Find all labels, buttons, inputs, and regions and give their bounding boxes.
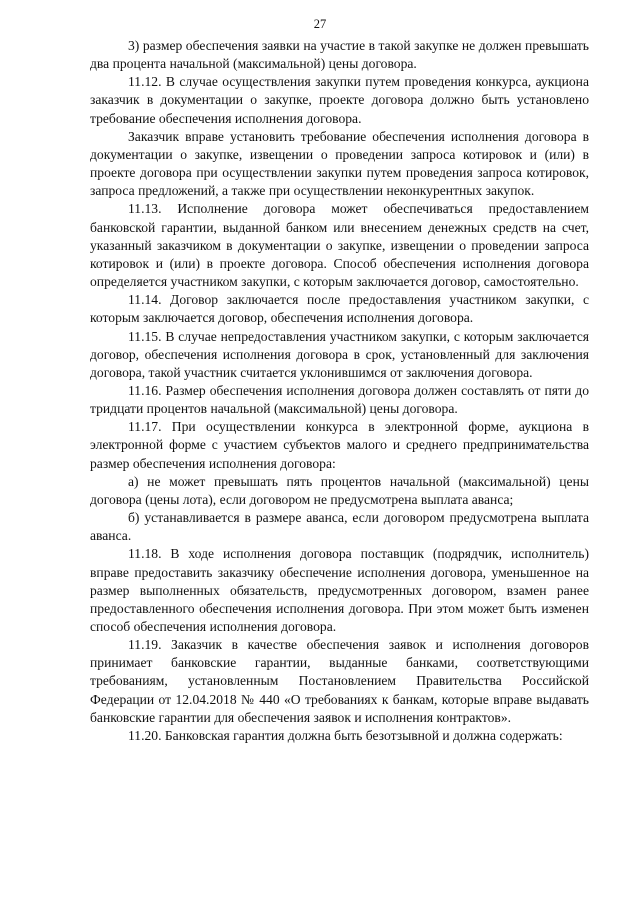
paragraph-11-18: 11.18. В ходе исполнения договора поставщик (подрядчик, исполнитель) вправе предоставить заказчику обеспечение исполнения договора, уменьшенное на размер выполненных обязательств, предусмотренных договором, взамен ранее предоставленного обеспечения исполнения договора. При этом может быть изменен способ обеспечения исполнения договора. (90, 546, 589, 634)
paragraph-11-20: 11.20. Банковская гарантия должна быть безотзывной и должна содержать: (128, 727, 563, 743)
paragraph-11-14: 11.14. Договор заключается после предоставления участником закупки, с которым заключается договор, обеспечения исполнения договора. (90, 292, 589, 326)
document-body (90, 37, 589, 745)
paragraph-11-17: 11.17. При осуществлении конкурса в электронной форме, аукциона в электронной форме с участием субъектов малого и среднего предпринимательства размер обеспечения исполнения договора: (90, 419, 589, 471)
paragraph-11-16: 11.16. Размер обеспечения исполнения договора должен составлять от пяти до тридцати процентов начальной (максимальной) цены договора. (90, 382, 589, 417)
paragraph-customer-right: Заказчик вправе установить требование обеспечения исполнения договора в документации о закупке, извещении о проведении запроса котировок и (или) в проекте договора при осуществлении закупки путем проведения запроса котировок, запроса предложений, а также при осуществлении неконкурентных закупок. (90, 128, 589, 199)
paragraph-11-13: 11.13. Исполнение договора может обеспечиваться предоставлением банковской гарантии, выданной банком или внесением денежных средств на счет, указанный заказчиком в документации о закупке, извещении о проведении запроса котировок и (или) в проекте договора. Способ обеспечения исполнения договора определяется участником закупки, с которым заключается договор, самостоятельно. (90, 201, 589, 290)
paragraph-bid-security-limit: 3) размер обеспечения заявки на участие в такой закупке не должен превышать два процента начальной (максимальной) цены договора. (90, 38, 589, 72)
page-number: 27 (313, 17, 327, 31)
paragraph-11-15: 11.15. В случае непредоставления участником закупки, с которым заключается договор, обеспечения исполнения договора в срок, установленный для заключения договора, такой участник считается уклонившимся от заключения договора. (90, 328, 589, 380)
paragraph-11-19: 11.19. Заказчик в качестве обеспечения заявок и исполнения договоров принимает банковские гарантии, выданные банками, соответствующими требованиям, установленным Постановлением Правительства Российской Федерации от 12.04.2018 № 440 «О требованиях к банкам, которые вправе выдавать банковские гарантии для обеспечения заявок и исполнения контрактов». (90, 637, 589, 725)
list-item-a: а) не может превышать пять процентов начальной (максимальной) цены договора (цены лота), если договором не предусмотрена выплата аванса; (90, 473, 589, 507)
list-item-b: б) устанавливается в размере аванса, если договором предусмотрена выплата аванса. (90, 510, 589, 544)
paragraph-11-12: 11.12. В случае осуществления закупки путем проведения конкурса, аукциона заказчик в документации о закупке, проекте договора должно быть установлено требование обеспечения исполнения договора. (90, 74, 589, 126)
